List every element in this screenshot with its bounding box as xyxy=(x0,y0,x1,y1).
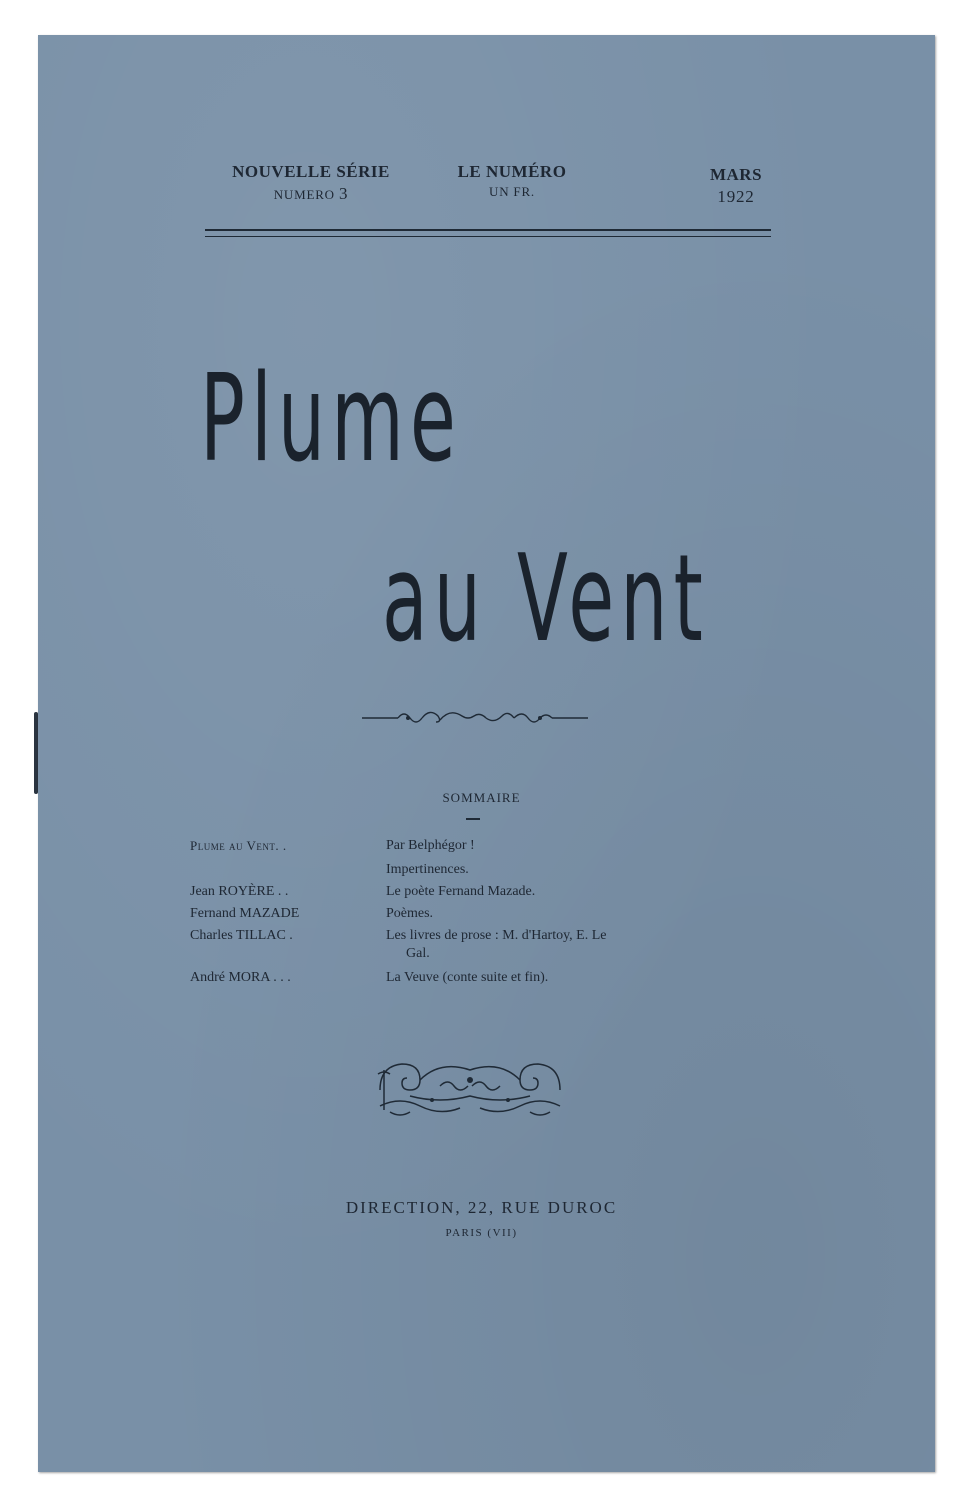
title-line-1: Plume xyxy=(200,350,462,489)
toc-item-6: La Veuve (conte suite et fin). xyxy=(386,970,549,985)
toc-author-6: André MORA . . . xyxy=(190,970,291,985)
header-serie xyxy=(205,162,417,204)
sommaire-dash xyxy=(466,818,480,820)
direction-address: DIRECTION, 22, RUE DUROC xyxy=(345,1198,618,1217)
toc-author-4: Fernand MAZADE xyxy=(190,906,300,921)
header-date xyxy=(688,165,784,207)
toc-item-2: Impertinences. xyxy=(386,862,469,877)
toc-item-4: Poèmes. xyxy=(386,906,434,921)
ornament-divider-icon xyxy=(360,706,590,730)
vignette-ornament-icon xyxy=(370,1050,570,1122)
toc-item-3: Le poète Fernand Mazade. xyxy=(386,884,536,899)
serie-label: NOUVELLE SÉRIE xyxy=(232,162,390,181)
price-label: LE NUMÉRO xyxy=(457,162,567,181)
price-value: UN FR. xyxy=(489,184,535,199)
month: MARS xyxy=(709,165,763,184)
header-rule-thin xyxy=(205,236,771,237)
header-rule-thick xyxy=(205,229,771,231)
magazine-cover xyxy=(38,35,935,1472)
toc-item-5: Les livres de prose : M. d'Hartoy, E. Le xyxy=(386,928,607,943)
toc-author-1: Plume au Vent. . xyxy=(190,838,287,853)
toc-item-5-continued: Gal. xyxy=(406,946,430,961)
numero-value: 3 xyxy=(338,184,349,203)
city: PARIS (VII) xyxy=(445,1227,518,1239)
header-price xyxy=(437,162,587,200)
title-line-2: au Vent xyxy=(382,530,710,669)
toc-item-1: Par Belphégor ! xyxy=(386,838,475,853)
toc-author-3: Jean ROYÈRE . . xyxy=(190,884,289,899)
numero-label: NUMERO xyxy=(273,187,335,202)
sommaire-heading: SOMMAIRE xyxy=(442,790,521,805)
year: 1922 xyxy=(717,187,755,206)
numero-line xyxy=(205,184,417,204)
toc-author-5: Charles TILLAC . xyxy=(190,928,293,943)
